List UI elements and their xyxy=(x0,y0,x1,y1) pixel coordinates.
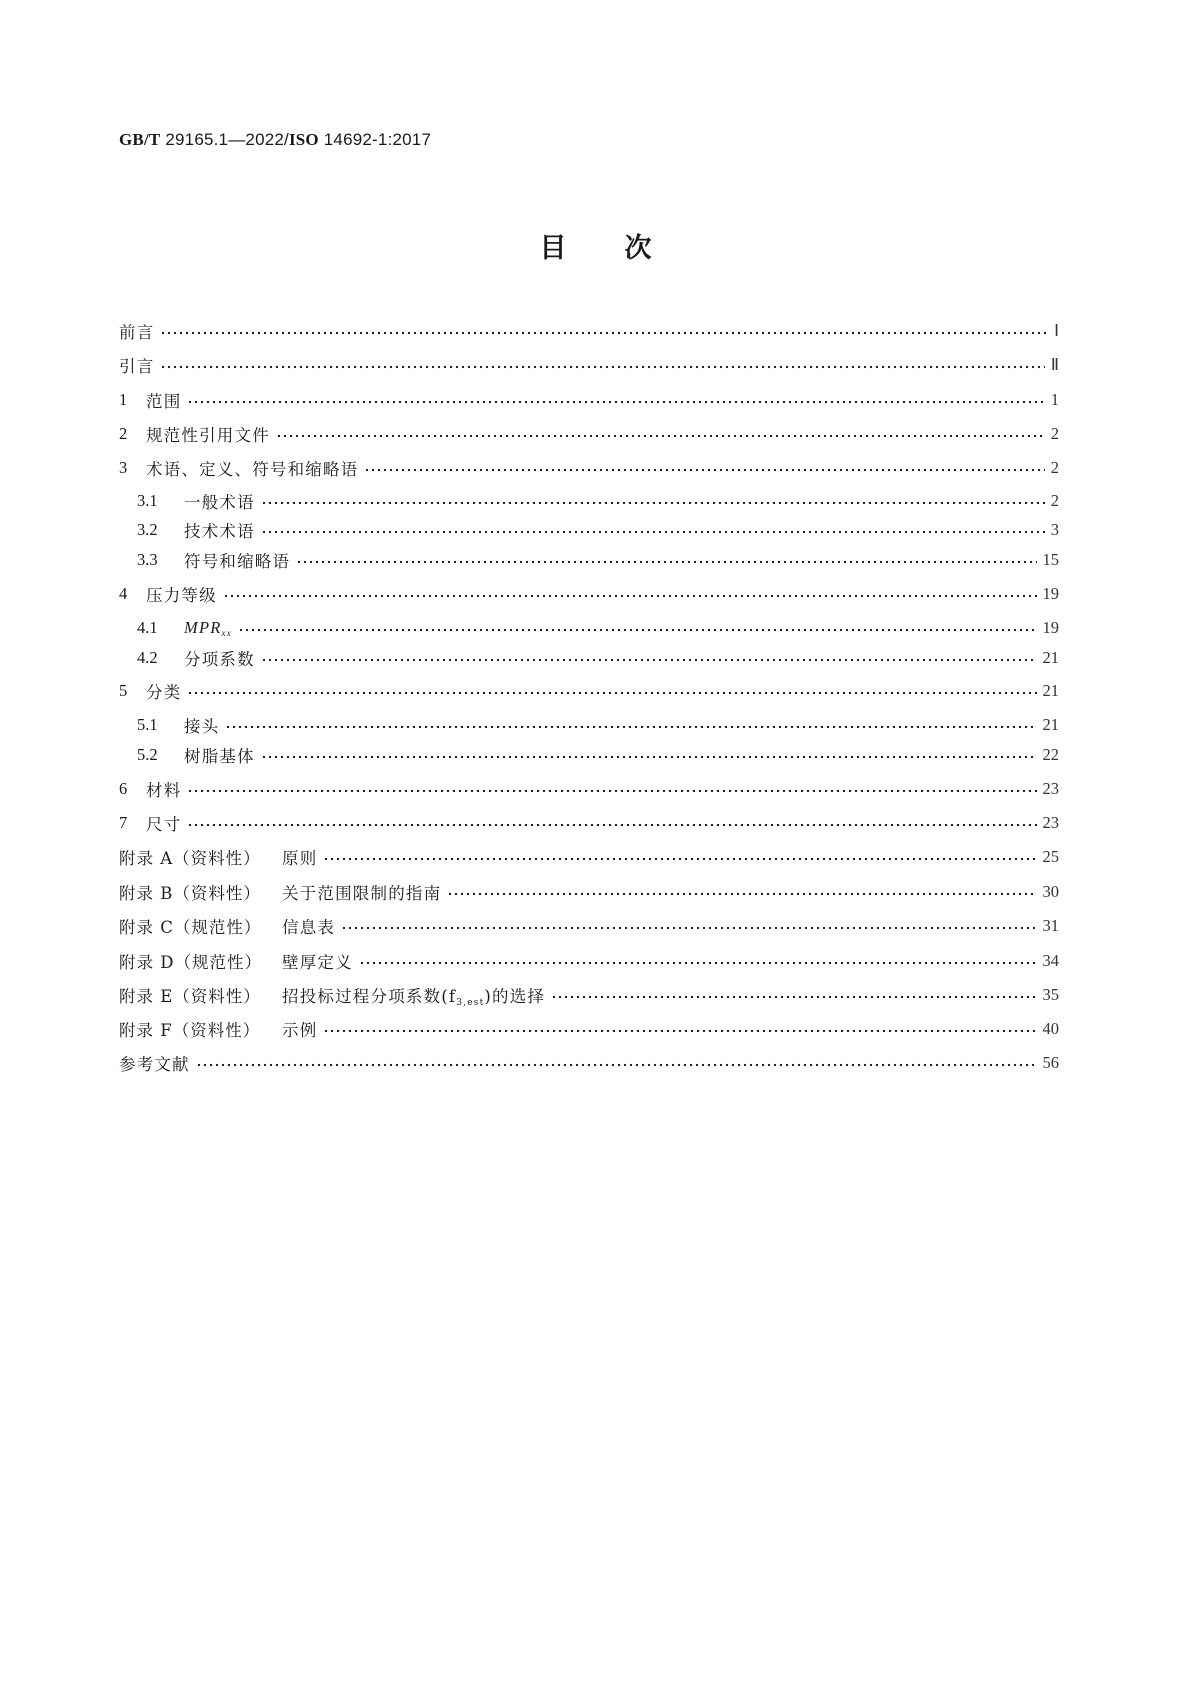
toc-entry-number: 5.2 xyxy=(137,745,158,764)
title-char-1: 目 xyxy=(539,233,567,264)
toc-entry-3-1[interactable] xyxy=(119,489,1059,513)
dot-leader xyxy=(261,755,1037,759)
toc-entry-annex-c[interactable] xyxy=(119,914,1059,938)
iso-prefix: ISO xyxy=(288,130,319,149)
standard-number: 29165.1—2022/ xyxy=(160,130,289,149)
toc-page-number: 35 xyxy=(1042,985,1059,1004)
toc-entry-introduction[interactable] xyxy=(119,353,1059,377)
toc-page-number: 2 xyxy=(1050,458,1059,477)
toc-page-number: 1 xyxy=(1050,390,1059,409)
title-char-2: 次 xyxy=(624,233,652,264)
toc-entry-number: 4.1 xyxy=(137,618,158,637)
toc-entry-title: 树脂基体 xyxy=(184,747,255,766)
toc-entry-title: 引言 xyxy=(119,357,155,376)
mpr-subscript: xx xyxy=(221,628,232,638)
toc-page-number: 3 xyxy=(1050,520,1059,539)
toc-page-number: Ⅰ xyxy=(1054,321,1059,340)
toc-entry-1[interactable] xyxy=(119,388,1059,412)
toc-page-number: 2 xyxy=(1050,491,1059,510)
toc-entry-number: 3.2 xyxy=(137,520,158,539)
dot-leader xyxy=(238,628,1037,632)
toc-entry-title: 材料 xyxy=(146,781,182,800)
dot-leader xyxy=(341,926,1036,930)
toc-title-part: 招投标过程分项系数(f xyxy=(282,986,457,1006)
toc-entry-title: 一般术语 xyxy=(184,493,255,512)
dot-leader xyxy=(323,857,1036,861)
dot-leader xyxy=(187,691,1036,695)
toc-entry-title: 技术术语 xyxy=(184,522,255,541)
toc-entry-title: 原则 xyxy=(282,849,318,868)
document-header xyxy=(119,130,431,150)
toc-page-number: 19 xyxy=(1042,584,1059,603)
standard-prefix: GB/T xyxy=(119,130,161,149)
toc-entry-title: 规范性引用文件 xyxy=(146,426,270,445)
dot-leader xyxy=(187,789,1036,793)
toc-entry-2[interactable] xyxy=(119,422,1059,446)
toc-page-number: 34 xyxy=(1042,951,1059,970)
page-title xyxy=(0,226,1191,265)
toc-entry-4[interactable] xyxy=(119,582,1059,606)
toc-entry-number: 3.1 xyxy=(137,491,158,510)
toc-page-number: 30 xyxy=(1042,882,1059,901)
dot-leader xyxy=(276,434,1045,438)
toc-entry-number: 4 xyxy=(119,584,128,603)
toc-entry-title: 术语、定义、符号和缩略语 xyxy=(146,460,359,479)
toc-entry-3-2[interactable] xyxy=(119,518,1059,542)
toc-entry-5-1[interactable] xyxy=(119,713,1059,737)
toc-entry-title: 壁厚定义 xyxy=(282,953,353,972)
toc-entry-title: 关于范围限制的指南 xyxy=(282,884,442,903)
toc-entry-number: 1 xyxy=(119,390,128,409)
toc-entry-title: 前言 xyxy=(119,323,155,342)
toc-entry-number: 6 xyxy=(119,779,128,798)
toc-entry-title: 示例 xyxy=(282,1021,318,1040)
dot-leader xyxy=(296,560,1036,564)
dot-leader xyxy=(196,1063,1037,1067)
toc-page-number: 56 xyxy=(1042,1053,1059,1072)
dot-leader xyxy=(187,823,1036,827)
toc-entry-title: 信息表 xyxy=(282,918,336,937)
toc-page-number: 21 xyxy=(1042,648,1059,667)
toc-entry-title: 压力等级 xyxy=(146,586,217,605)
toc-page-number: 15 xyxy=(1042,550,1059,569)
toc-entry-annex-b[interactable] xyxy=(119,880,1059,904)
toc-page-number: 23 xyxy=(1042,813,1059,832)
toc-entry-number: 3.3 xyxy=(137,550,158,569)
dot-leader xyxy=(551,995,1036,999)
toc-title-part: )的选择 xyxy=(484,986,546,1006)
toc-entry-title: 尺寸 xyxy=(146,815,182,834)
toc-page-number: 23 xyxy=(1042,779,1059,798)
dot-leader xyxy=(261,501,1045,505)
mpr-symbol: MPR xyxy=(184,618,222,637)
toc-entry-3[interactable] xyxy=(119,456,1059,480)
iso-number: 14692-1:2017 xyxy=(318,130,432,149)
toc-entry-foreword[interactable] xyxy=(119,319,1059,343)
toc-entry-title: 符号和缩略语 xyxy=(184,552,291,571)
toc-entry-number: 2 xyxy=(119,424,128,443)
toc-entry-annex-d[interactable] xyxy=(119,949,1059,973)
toc-entry-7[interactable] xyxy=(119,811,1059,835)
toc-annex-label: 附录 B（资料性） xyxy=(119,884,261,903)
toc-entry-title: 接头 xyxy=(184,717,220,736)
toc-entry-4-1[interactable] xyxy=(119,616,1059,640)
toc-entry-bibliography[interactable] xyxy=(119,1051,1059,1075)
toc-entry-4-2[interactable] xyxy=(119,646,1059,670)
toc-entry-5[interactable] xyxy=(119,679,1059,703)
toc-page-number: 21 xyxy=(1042,681,1059,700)
dot-leader xyxy=(359,961,1037,965)
toc-entry-3-3[interactable] xyxy=(119,548,1059,572)
toc-page-number: Ⅱ xyxy=(1050,355,1059,374)
toc-page-number: 25 xyxy=(1042,847,1059,866)
toc-annex-label: 附录 D（规范性） xyxy=(119,953,262,972)
toc-entry-6[interactable] xyxy=(119,777,1059,801)
toc-entry-number: 7 xyxy=(119,813,128,832)
dot-leader xyxy=(261,658,1037,662)
dot-leader xyxy=(160,365,1044,369)
dot-leader xyxy=(261,530,1045,534)
dot-leader xyxy=(364,468,1044,472)
toc-entry-annex-e[interactable] xyxy=(119,983,1059,1007)
dot-leader xyxy=(225,725,1036,729)
toc-annex-label: 附录 F（资料性） xyxy=(119,1021,261,1040)
dot-leader xyxy=(447,892,1036,896)
toc-annex-label: 附录 E（资料性） xyxy=(119,987,261,1006)
dot-leader xyxy=(160,331,1048,335)
toc-page-number: 31 xyxy=(1042,916,1059,935)
toc-entry-annex-f[interactable] xyxy=(119,1017,1059,1041)
toc-entry-5-2[interactable] xyxy=(119,743,1059,767)
toc-entry-number: 5 xyxy=(119,681,128,700)
toc-page-number: 19 xyxy=(1042,618,1059,637)
toc-entry-number: 5.1 xyxy=(137,715,158,734)
dot-leader xyxy=(223,594,1037,598)
toc-page-number: 2 xyxy=(1050,424,1059,443)
toc-page-number: 40 xyxy=(1042,1019,1059,1038)
toc-page-number: 22 xyxy=(1042,745,1059,764)
toc-page-number: 21 xyxy=(1042,715,1059,734)
toc-entry-title: 参考文献 xyxy=(119,1055,190,1074)
toc-entry-title xyxy=(282,983,545,1008)
toc-entry-number: 4.2 xyxy=(137,648,158,667)
toc-entry-annex-a[interactable] xyxy=(119,845,1059,869)
toc-annex-label: 附录 C（规范性） xyxy=(119,918,262,937)
toc-entry-title: 范围 xyxy=(146,392,182,411)
dot-leader xyxy=(187,400,1044,404)
factor-subscript: 3,est xyxy=(456,997,485,1008)
toc-entry-title xyxy=(184,618,232,638)
toc-annex-label: 附录 A（资料性） xyxy=(119,849,261,868)
toc-entry-number: 3 xyxy=(119,458,128,477)
toc-entry-title: 分类 xyxy=(146,683,182,702)
dot-leader xyxy=(323,1029,1036,1033)
toc-entry-title: 分项系数 xyxy=(184,650,255,669)
